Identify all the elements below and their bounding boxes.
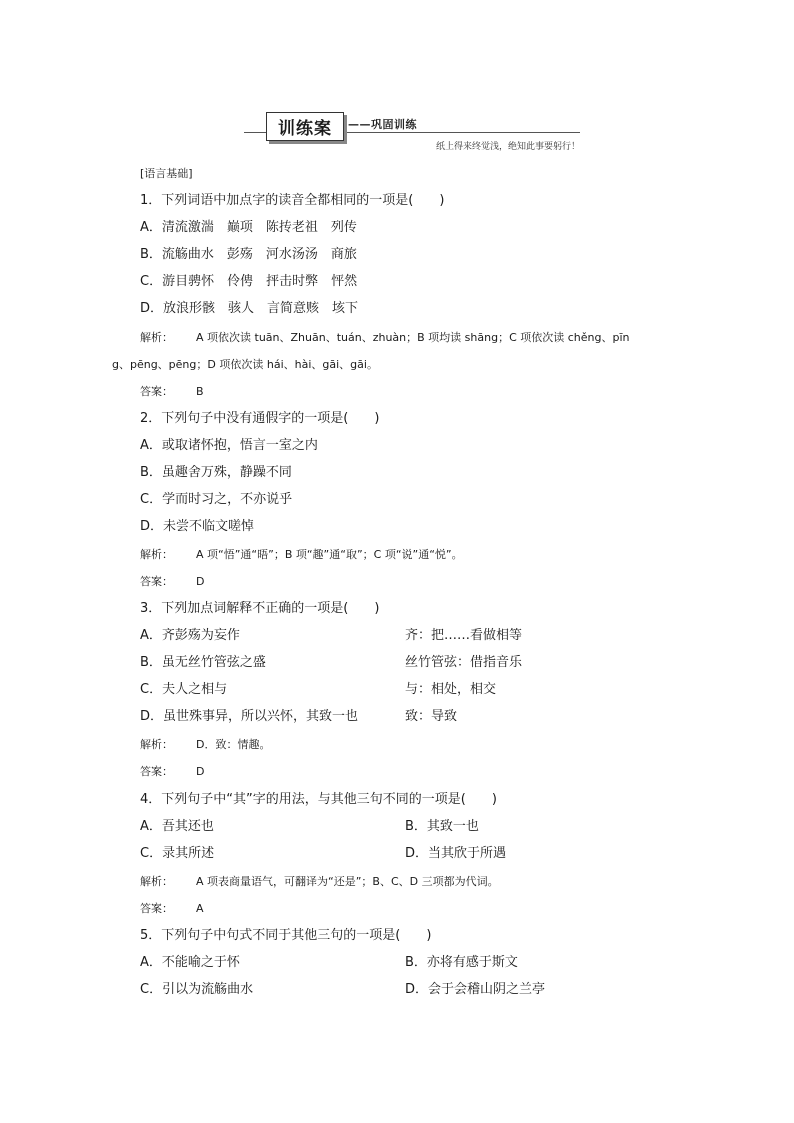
q3-analysis [140, 736, 270, 754]
q1-analysis-line1 [140, 329, 630, 347]
q2-option-b: B．虽趣舍万殊，静躁不同 [140, 465, 292, 480]
q2-stem: 2．下列句子中没有通假字的一项是( ) [140, 411, 380, 426]
q2-answer [140, 573, 204, 591]
q1-answer-label: 答案： [140, 385, 173, 398]
q2-option-d: D．未尝不临文嗟悼 [140, 519, 255, 534]
q3-answer-label: 答案： [140, 765, 173, 778]
q2-analysis-text: A 项“悟”通“晤”；B 项“趣”通“取”；C 项“说”通“悦”。 [196, 548, 463, 561]
section-heading: [语言基础] [140, 167, 193, 180]
q3-analysis-label: 解析： [140, 738, 173, 751]
q4-answer-value: A [196, 902, 204, 915]
q3-stem: 3．下列加点词解释不正确的一项是( ) [140, 601, 380, 616]
q3-option-d-note: 致：导致 [405, 709, 458, 724]
q1-stem: 1．下列词语中加点字的读音全都相同的一项是( ) [140, 193, 445, 208]
q1-answer-value: B [196, 385, 204, 398]
q2-analysis-label: 解析： [140, 548, 173, 561]
q4-analysis [140, 873, 499, 891]
q3-option-a: A．齐彭殇为妄作 [140, 628, 240, 643]
q3-option-c-note: 与：相处，相交 [405, 682, 497, 697]
q3-answer-value: D [196, 765, 205, 778]
q4-stem: 4．下列句子中“其”字的用法，与其他三句不同的一项是( ) [140, 792, 497, 807]
q1-analysis-text: A 项依次读 tuān、Zhuān、tuán、zhuàn；B 项均读 shāng；C 项依次读 chěng、pīn [196, 331, 630, 344]
q4-option-a: A．吾其还也 [140, 819, 214, 834]
q1-analysis-line2: g、pēng、pēng；D 项依次读 hái、hài、gāi、gāi。 [112, 358, 378, 371]
q4-option-b: B．其致一也 [405, 819, 479, 834]
q4-analysis-label: 解析： [140, 875, 173, 888]
banner-title-box [266, 112, 344, 141]
q5-stem: 5．下列句子中句式不同于其他三句的一项是( ) [140, 928, 432, 943]
q3-option-b: B．虽无丝竹管弦之盛 [140, 655, 266, 670]
q3-option-a-note: 齐：把……看做相等 [405, 628, 523, 643]
q4-answer [140, 900, 204, 918]
q3-option-c: C．夫人之相与 [140, 682, 228, 697]
q1-option-c: C．游目骋怀 伶俜 抨击时弊 怦然 [140, 274, 358, 289]
q1-option-b: B．流觞曲水 彭殇 河水汤汤 商旅 [140, 247, 357, 262]
q5-option-a: A．不能喻之于怀 [140, 955, 240, 970]
banner-title: 训练案 [278, 119, 332, 139]
q4-option-d: D．当其欣于所遇 [405, 846, 507, 861]
q4-answer-label: 答案： [140, 902, 173, 915]
q5-option-d: D．会于会稽山阴之兰亭 [405, 982, 546, 997]
banner-subtitle: ——巩固训练 [348, 118, 417, 131]
q3-analysis-text: D．致：情趣。 [196, 738, 271, 751]
banner-motto: 纸上得来终觉浅，绝知此事要躬行！ [435, 142, 580, 152]
q3-option-b-note: 丝竹管弦：借指音乐 [405, 655, 523, 670]
q1-option-a: A．清流激湍 巅项 陈抟老祖 列传 [140, 220, 357, 235]
q2-analysis [140, 546, 463, 564]
training-banner [244, 108, 580, 154]
q2-answer-label: 答案： [140, 575, 173, 588]
q3-answer [140, 763, 204, 781]
q5-option-b: B．亦将有感于斯文 [405, 955, 518, 970]
q1-analysis-label: 解析： [140, 331, 173, 344]
q2-option-a: A．或取诸怀抱，悟言一室之内 [140, 438, 318, 453]
q5-option-c: C．引以为流觞曲水 [140, 982, 254, 997]
q3-option-d: D．虽世殊事异，所以兴怀，其致一也 [140, 709, 359, 724]
q1-option-d: D．放浪形骸 骇人 言简意赅 垓下 [140, 301, 359, 316]
q2-answer-value: D [196, 575, 205, 588]
q2-option-c: C．学而时习之，不亦说乎 [140, 492, 293, 507]
q4-option-c: C．录其所述 [140, 846, 215, 861]
q1-answer [140, 383, 204, 401]
q4-analysis-text: A 项表商量语气，可翻译为“还是”；B、C、D 三项都为代词。 [196, 875, 499, 888]
